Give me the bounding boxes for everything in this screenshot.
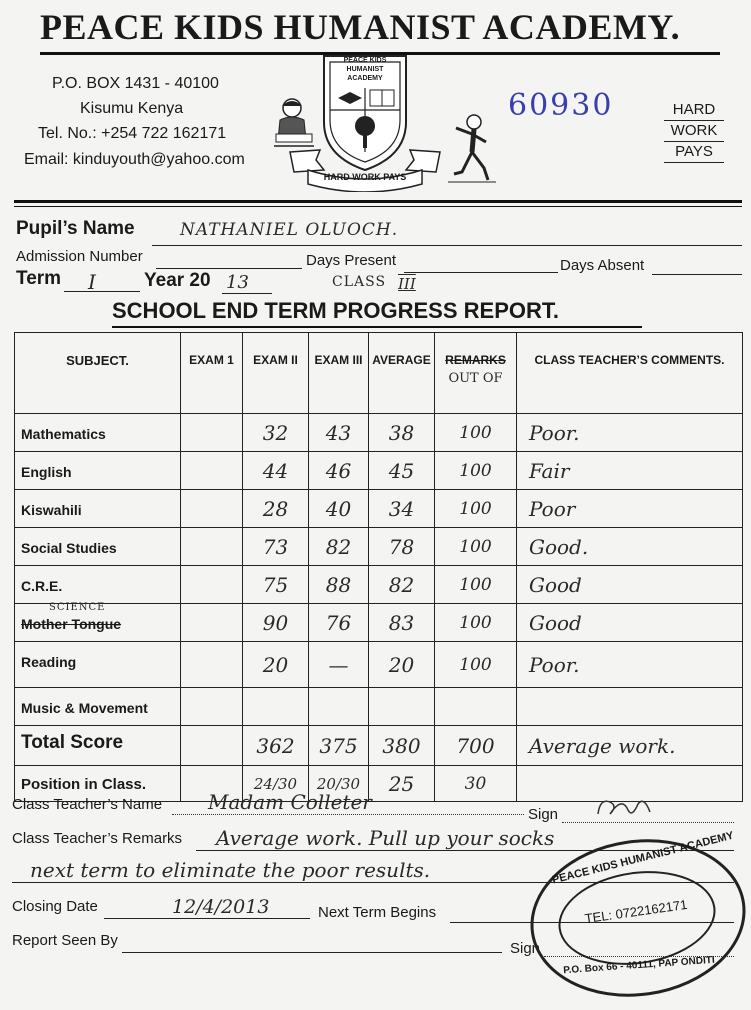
total-score-row [15, 726, 743, 766]
pupil-name-value: NATHANIEL OLUOCH. [180, 220, 399, 240]
closing-date-value: 12/4/2013 [172, 896, 270, 918]
exam3-cell: 40 [309, 490, 369, 528]
comment-cell: Good. [517, 528, 743, 566]
average-cell: 34 [369, 490, 435, 528]
average-cell: 83 [369, 604, 435, 642]
total-average: 380 [369, 726, 435, 766]
subject-correction: SCIENCE [49, 602, 106, 613]
average-cell: 82 [369, 566, 435, 604]
average-cell: 20 [369, 642, 435, 688]
telephone: Tel. No.: +254 722 162171 [38, 125, 227, 142]
comment-cell: Poor. [517, 642, 743, 688]
teacher-signature [592, 792, 656, 826]
admission-number-line [156, 268, 302, 269]
hard-work-pays-motto: HARD WORK PAYS [664, 100, 724, 163]
exam3-cell: — [309, 642, 369, 688]
out-of-cell: 100 [435, 414, 517, 452]
stamp-top-text: PEACE KIDS HUMANIST ACADEMY [551, 829, 735, 887]
total-score-label: Total Score [15, 726, 181, 766]
total-exam2: 362 [243, 726, 309, 766]
progress-table [14, 332, 743, 802]
subject-cell [15, 604, 181, 642]
exam3-cell: 82 [309, 528, 369, 566]
table-row [15, 566, 743, 604]
report-title-rule [112, 326, 642, 328]
subject-cell: English [15, 452, 181, 490]
running-boy-icon [448, 112, 498, 184]
total-exam1 [181, 726, 243, 766]
table-header-row [15, 333, 743, 414]
average-cell: 38 [369, 414, 435, 452]
email: Email: kinduyouth@yahoo.com [24, 151, 245, 168]
school-name: PEACE KIDS HUMANIST ACADEMY. [40, 7, 681, 47]
comment-cell: Poor. [517, 414, 743, 452]
exam3-cell: 76 [309, 604, 369, 642]
average-cell: 45 [369, 452, 435, 490]
year-value: 13 [226, 272, 249, 293]
exam1-cell [181, 604, 243, 642]
exam2-cell: 32 [243, 414, 309, 452]
exam3-cell [309, 688, 369, 726]
address-line-2: Kisumu Kenya [80, 100, 184, 117]
days-absent-line [652, 274, 742, 275]
class-label: CLASS [332, 274, 387, 290]
comment-cell [517, 688, 743, 726]
teacher-remarks-value-2: next term to eliminate the poor results. [30, 858, 431, 882]
subject-cell: C.R.E. [15, 566, 181, 604]
stamp-tel-text: TEL: 0722162171 [583, 896, 689, 927]
out-of-cell: 100 [435, 604, 517, 642]
total-comment: Average work. [517, 726, 743, 766]
out-of-cell: 100 [435, 566, 517, 604]
table-row [15, 490, 743, 528]
exam1-cell [181, 414, 243, 452]
subject-cell: Kiswahili [15, 490, 181, 528]
teacher-sign-label: Sign [528, 806, 559, 823]
crest-text: PEACE KIDS HUMANIST ACADEMY [343, 57, 387, 82]
header-remarks [435, 333, 517, 414]
next-term-label: Next Term Begins [318, 904, 437, 921]
admission-number-label: Admission Number [16, 248, 143, 265]
exam3-cell: 46 [309, 452, 369, 490]
comment-cell: Good [517, 566, 743, 604]
report-seen-by-label: Report Seen By [12, 932, 118, 949]
comment-cell: Fair [517, 452, 743, 490]
header-rule-thin [14, 206, 742, 207]
pupil-name-label: Pupil’s Name [16, 218, 135, 239]
exam2-cell: 28 [243, 490, 309, 528]
header-exam1: EXAM 1 [181, 333, 243, 414]
exam1-cell [181, 566, 243, 604]
header-subject: SUBJECT. [15, 333, 181, 414]
days-absent-label: Days Absent [560, 257, 645, 274]
out-of-cell: 100 [435, 452, 517, 490]
year-line [222, 293, 272, 294]
comment-cell: Poor [517, 490, 743, 528]
position-average: 25 [369, 766, 435, 802]
comment-cell: Good [517, 604, 743, 642]
crest-motto: HARD WORK PAYS [323, 172, 407, 182]
header-rule [14, 200, 742, 203]
teacher-name-label: Class Teacher’s Name [12, 796, 163, 813]
table-row [15, 642, 743, 688]
parent-sign-label: Sign [510, 940, 541, 957]
subject-cell: Mathematics [15, 414, 181, 452]
days-present-label: Days Present [306, 252, 397, 269]
total-out-of: 700 [435, 726, 517, 766]
out-of-cell: 100 [435, 490, 517, 528]
header-exam2: EXAM II [243, 333, 309, 414]
term-value: I [88, 270, 96, 294]
exam2-cell: 75 [243, 566, 309, 604]
subject-cell: Social Studies [15, 528, 181, 566]
subject-cell: Music & Movement [15, 688, 181, 726]
header-exam3: EXAM III [309, 333, 369, 414]
out-of-cell [435, 688, 517, 726]
total-exam3: 375 [309, 726, 369, 766]
term-line [64, 291, 140, 292]
pupil-name-line [152, 245, 742, 246]
report-title: SCHOOL END TERM PROGRESS REPORT. [112, 298, 559, 323]
teacher-name-value: Madam Colleter [208, 790, 372, 814]
serial-number: 60930 [508, 88, 614, 123]
stamp-bottom-text: P.O. Box 66 - 40111, PAP ONDITI [562, 954, 716, 977]
out-of-cell: 100 [435, 642, 517, 688]
out-of-cell: 100 [435, 528, 517, 566]
average-cell: 78 [369, 528, 435, 566]
exam2-cell: 44 [243, 452, 309, 490]
teacher-name-line [172, 814, 524, 815]
header-average: AVERAGE [369, 333, 435, 414]
header-comments: CLASS TEACHER’S COMMENTS. [517, 333, 743, 414]
report-seen-by-line [122, 952, 502, 953]
exam1-cell [181, 452, 243, 490]
subject-struck: Mother Tongue [21, 616, 122, 632]
closing-date-label: Closing Date [12, 898, 98, 915]
exam1-cell [181, 688, 243, 726]
exam2-cell: 20 [243, 642, 309, 688]
exam3-cell: 88 [309, 566, 369, 604]
closing-date-line [104, 918, 310, 919]
exam2-cell [243, 688, 309, 726]
subject-cell: Reading [15, 642, 181, 688]
exam1-cell [181, 642, 243, 688]
teacher-remarks-value-1: Average work. Pull up your socks [216, 826, 555, 850]
table-row [15, 414, 743, 452]
year-label: Year 20 [144, 270, 211, 291]
position-out-of: 30 [435, 766, 517, 802]
address-line-1: P.O. BOX 1431 - 40100 [52, 75, 219, 92]
teacher-remarks-label: Class Teacher’s Remarks [12, 830, 183, 847]
exam1-cell [181, 528, 243, 566]
class-value: III [398, 275, 416, 293]
exam3-cell: 43 [309, 414, 369, 452]
header-remarks-struck: REMARKS [445, 353, 506, 367]
table-row [15, 604, 743, 642]
header-out-of: OUT OF [448, 371, 503, 386]
exam2-cell: 73 [243, 528, 309, 566]
table-row [15, 452, 743, 490]
position-exam3: 20/30 [309, 766, 369, 802]
table-row [15, 688, 743, 726]
term-label: Term [16, 268, 62, 289]
average-cell [369, 688, 435, 726]
exam1-cell [181, 490, 243, 528]
days-present-line [404, 272, 558, 273]
exam2-cell: 90 [243, 604, 309, 642]
table-row [15, 528, 743, 566]
position-exam2: 24/30 [243, 766, 309, 802]
position-label: Position in Class. [15, 766, 181, 802]
